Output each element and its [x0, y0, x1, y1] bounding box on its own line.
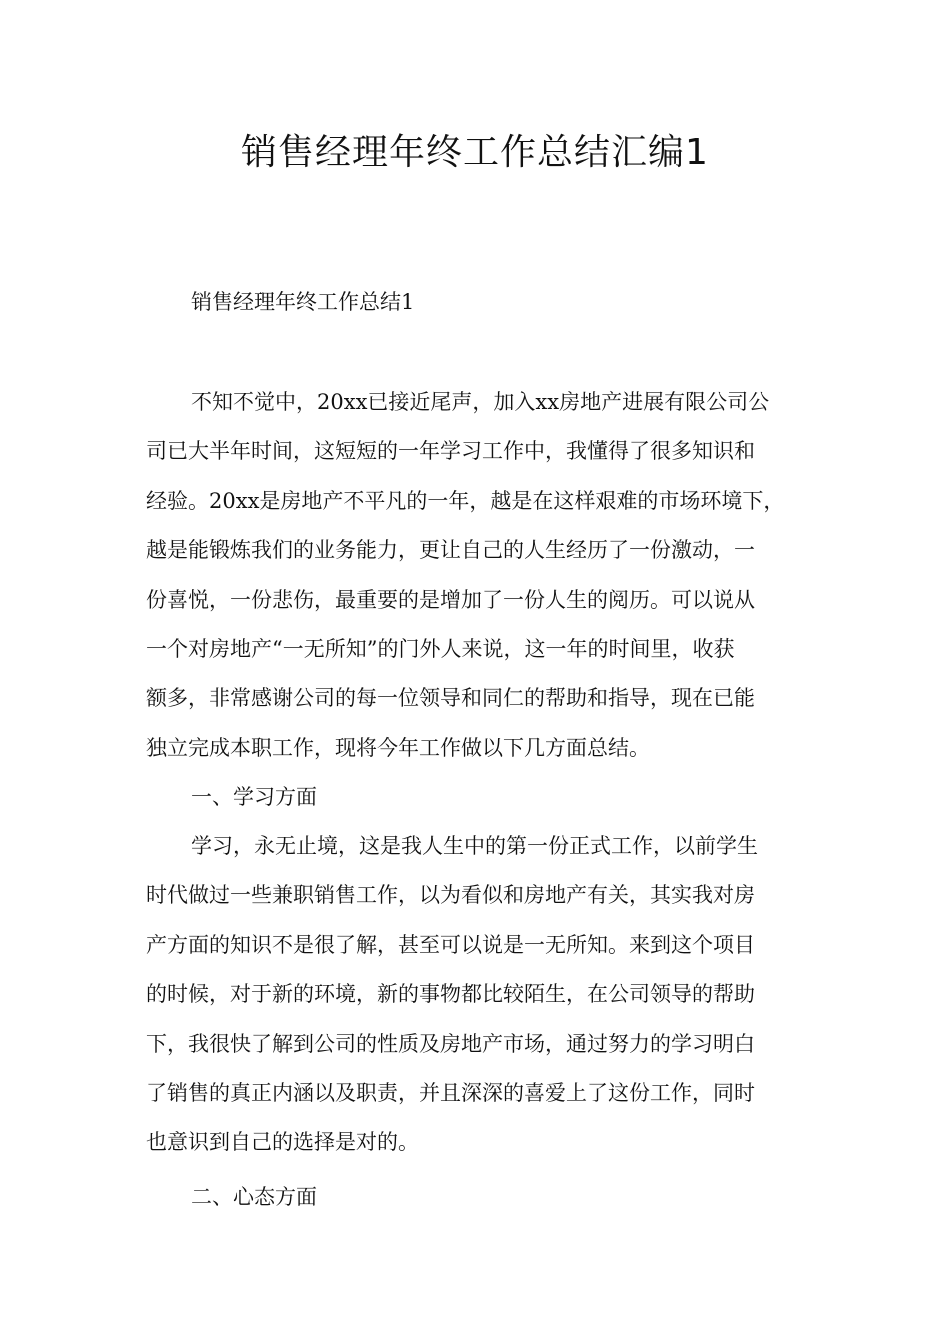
paragraph-line: 的时候，对于新的环境，新的事物都比较陌生，在公司领导的帮助: [146, 982, 755, 1007]
paragraph-line: 一个对房地产“一无所知”的门外人来说，这一年的时间里，收获: [146, 637, 735, 662]
document-subtitle: 销售经理年终工作总结1: [191, 290, 415, 314]
paragraph-line: 越是能锻炼我们的业务能力，更让自己的人生经历了一份激动，一: [146, 538, 755, 563]
paragraph-line: 司已大半年时间，这短短的一年学习工作中，我懂得了很多知识和: [146, 439, 755, 464]
paragraph-line: 产方面的知识不是很了解，甚至可以说是一无所知。来到这个项目: [146, 932, 755, 957]
study-paragraph: [146, 822, 822, 1168]
paragraph-line: 额多，非常感谢公司的每一位领导和同仁的帮助和指导，现在已能: [146, 686, 755, 711]
paragraph-line: 下，我很快了解到公司的性质及房地产市场，通过努力的学习明白: [146, 1031, 755, 1056]
paragraph-line: 独立完成本职工作，现将今年工作做以下几方面总结。: [146, 735, 650, 760]
document-title: 销售经理年终工作总结汇编1: [241, 132, 709, 173]
intro-paragraph: [146, 378, 822, 773]
paragraph-line: 学习，永无止境，这是我人生中的第一份正式工作，以前学生: [191, 834, 758, 858]
paragraph-line: 也意识到自己的选择是对的。: [146, 1130, 419, 1155]
section-heading-mindset: 二、心态方面: [191, 1185, 317, 1209]
paragraph-line: 份喜悦，一份悲伤，最重要的是增加了一份人生的阅历。可以说从: [146, 587, 755, 612]
paragraph-line: 了销售的真正内涵以及职责，并且深深的喜爱上了这份工作，同时: [146, 1081, 755, 1106]
paragraph-line: 经验。20xx是房地产不平凡的一年，越是在这样艰难的市场环境下，: [146, 488, 785, 513]
paragraph-line: 时代做过一些兼职销售工作，以为看似和房地产有关，其实我对房: [146, 883, 755, 908]
paragraph-line: 不知不觉中，20xx已接近尾声，加入xx房地产进展有限公司公: [191, 390, 770, 414]
section-heading-study: 一、学习方面: [191, 785, 317, 809]
